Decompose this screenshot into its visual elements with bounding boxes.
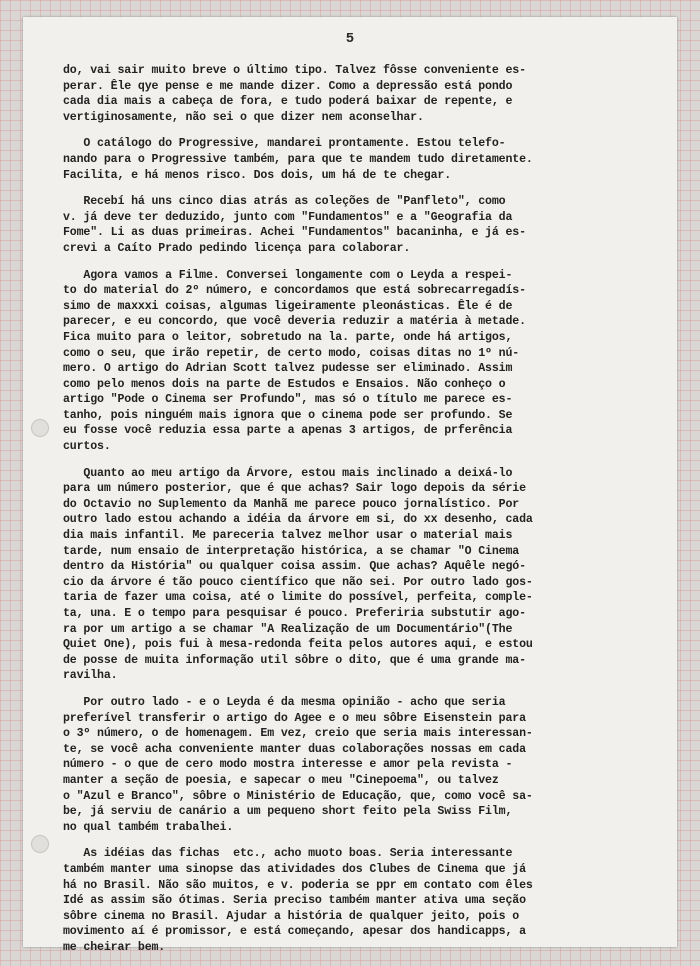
text-line: eu fosse você reduzia essa parte a apenas 3 artigos, de prferência (63, 424, 513, 438)
text-line: perar. Êle qye pense e me mande dizer. Como a depressão está pondo (63, 79, 513, 93)
text-line: parecer, e eu concordo, que você deveria reduzir a matéria à metade. (63, 315, 526, 329)
paragraph (63, 268, 673, 455)
text-line: tarde, num ensaio de interpretação histórica, a se chamar "O Cinema (63, 544, 520, 558)
text-line: ta, una. E o tempo para pesquisar é pouco. Preferiria substutir ago- (63, 607, 526, 620)
text-line: Idé as assim são ótimas. Seria preciso também manter ativa uma seção (63, 894, 526, 908)
text-line: sôbre cinema no Brasil. Ajudar a história de qualquer jeito, pois o (63, 909, 520, 923)
text-line: número - o que de cero modo mostra interesse e amor pela revista - (63, 758, 513, 772)
text-line: Por outro lado - e o Leyda é da mesma opinião - acho que seria (63, 695, 506, 709)
text-line: do, vai sair muito breve o último tipo. Talvez fôsse conveniente es- (63, 64, 526, 77)
paragraph (63, 846, 673, 955)
text-line: também manter uma sinopse das atividades dos Clubes de Cinema que já (63, 862, 526, 876)
text-line: o "Azul e Branco", sôbre o Ministério de Educação, que, como você sa- (63, 789, 533, 803)
punch-hole (31, 835, 49, 853)
text-line: movimento aí é promissor, e está começando, apesar dos handicapps, a (63, 925, 526, 939)
page-number: 5 (345, 31, 355, 47)
text-line: no qual também trabalhei. (63, 820, 234, 834)
text-line: to do material do 2º número, e concordamos que está sobrecarregadís- (63, 284, 526, 298)
text-line: simo de maxxxi coisas, algumas ligeiramente pleonásticas. Êle é de (63, 299, 513, 313)
text-line: o 3º número, o de homenagem. Em vez, creio que seria mais interessan- (63, 727, 533, 741)
text-line: dentro da História" ou qualquer coisa assim. Que achas? Aquêle negó- (63, 560, 526, 574)
text-line: mero. O artigo do Adrian Scott talvez pudesse ser eliminado. Assim (63, 362, 513, 376)
text-line: taria de fazer uma coisa, até o limite do possível, perfeita, comple- (63, 591, 533, 605)
text-line: cada dia mais a cabeça de fora, e tudo poderá baixar de repente, e (63, 95, 513, 109)
text-line: Fome". Li as duas primeiras. Achei "Fundamentos" bacaninha, e já es- (63, 226, 526, 240)
text-line: As idéias das fichas etc., acho muoto boas. Seria interessante (63, 847, 513, 861)
text-line: artigo "Pode o Cinema ser Profundo", mas só o título me parece es- (63, 393, 513, 407)
text-line: Facilita, e há menos risco. Dos dois, um há de te chegar. (63, 168, 452, 182)
text-line: cio da árvore é tão pouco científico que não sei. Por outro lado gos- (63, 575, 533, 589)
text-line: manter a seção de poesia, e sapecar o meu "Cinepoema", ou talvez (63, 773, 499, 787)
text-line: há no Brasil. Não são muitos, e v. poderia se ppr em contato com êles (63, 878, 533, 892)
text-line: curtos. (63, 440, 111, 454)
text-line: O catálogo do Progressive, mandarei prontamente. Estou telefo- (63, 137, 506, 151)
letter-body (63, 63, 673, 966)
text-line: como o seu, que irão repetir, de certo modo, coisas ditas no 1º nú- (63, 346, 520, 360)
typewritten-page (23, 17, 677, 954)
text-line: nando para o Progressive também, para que te mandem tudo diretamente. (63, 152, 533, 166)
text-line: Quanto ao meu artigo da Árvore, estou mais inclinado a deixá-lo (63, 466, 513, 480)
paragraph (63, 63, 673, 125)
text-line: Quiet One), pois fui à mesa-redonda feita pelos autores aqui, e estou (63, 638, 533, 652)
text-line: v. já deve ter deduzido, junto com "Fundamentos" e a "Geografia da (63, 210, 513, 224)
text-line: me cheirar bem. (63, 940, 166, 954)
punch-hole (31, 419, 49, 437)
text-line: Recebí há uns cinco dias atrás as coleções de "Panfleto", como (63, 195, 506, 209)
text-line: be, já serviu de canário a um pequeno short feito pela Swiss Film, (63, 805, 513, 819)
text-line: para um número posterior, que é que achas? Sair logo depois da série (63, 482, 526, 496)
paragraph (63, 136, 673, 183)
text-line: crevi a Caíto Prado pedindo licença para colaborar. (63, 241, 411, 255)
text-line: como pelo menos dois na parte de Estudos e Ensaios. Não conheço o (63, 377, 506, 391)
text-line: ra por um artigo a se chamar "A Realização de um Documentário"(The (63, 622, 513, 636)
text-line: de posse de muita informação util sôbre o dito, que é uma grande ma- (63, 653, 526, 667)
text-line: ravilha. (63, 669, 118, 683)
paragraph (63, 466, 673, 684)
text-line: tanho, pois ninguém mais ignora que o cinema pode ser profundo. Se (63, 408, 513, 422)
text-line: preferível transferir o artigo do Agee e o meu sôbre Eisenstein para (63, 711, 526, 725)
text-line: outro lado estou achando a idéia da árvore em si, do xx desenho, cada (63, 513, 533, 527)
text-line: Fica muito para o leitor, sobretudo na la. parte, onde há artigos, (63, 330, 513, 344)
text-line: Agora vamos a Filme. Conversei longamente com o Leyda a respei- (63, 268, 513, 282)
text-line: do Octavio no Suplemento da Manhã me parece pouco jornalístico. Por (63, 497, 520, 511)
text-line: te, se você acha conveniente manter duas colaborações nossas em cada (63, 742, 526, 756)
text-line: vertiginosamente, não sei o que dizer nem aconselhar. (63, 110, 424, 124)
paragraph (63, 194, 673, 256)
text-line: dia mais infantil. Me pareceria talvez melhor usar o material mais (63, 529, 513, 543)
paragraph (63, 695, 673, 835)
